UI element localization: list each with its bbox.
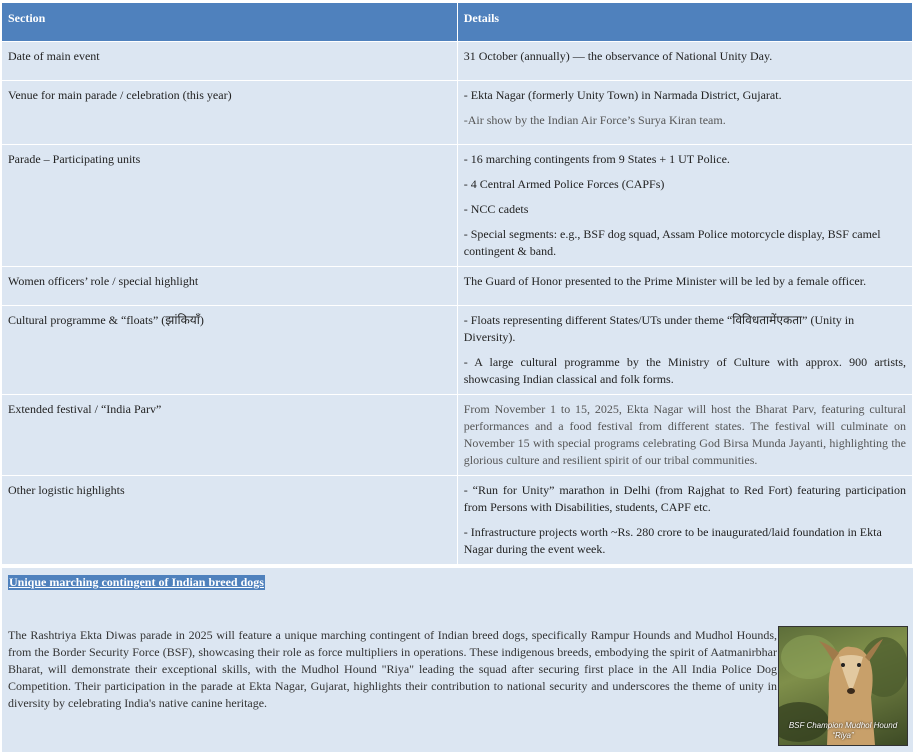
table-row xyxy=(2,476,913,565)
detail-line: - 4 Central Armed Police Forces (CAPFs) xyxy=(463,177,665,191)
table-row xyxy=(2,42,913,81)
detail-line: - Infrastructure projects worth ~Rs. 280 crore to be inaugurated/laid foundation in Ekta Nagar during the event week. xyxy=(463,525,882,556)
row-section-cell: Other logistic highlights xyxy=(2,476,457,565)
detail-line: The Guard of Honor presented to the Prime Minister will be led by a female officer. xyxy=(463,274,867,288)
dogs-section-title: Unique marching contingent of Indian breed dogs xyxy=(9,575,264,589)
info-table xyxy=(2,3,913,564)
row-section-cell: Date of main event xyxy=(2,42,457,81)
detail-line: -Air show by the Indian Air Force’s Surya Kiran team. xyxy=(463,113,726,127)
table-row xyxy=(2,267,913,306)
dogs-section-paragraph: The Rashtriya Ekta Diwas parade in 2025 will feature a unique marching contingent of Indian breed dogs, specifically Rampur Hounds and Mudhol Hounds, from the Border Security Force (BSF), showcasing their role as force multipliers in operations. These indigenous breeds, embodying the spirit of Aatmanirbhar Bharat, will demonstrate their exceptional skills, with the Mudhol Hound "Riya" leading the squad after securing first place in the All India Police Dog Competition. Their participation in the parade at Ekta Nagar, Gujarat, highlights their contribution to national security and underscores the theme of unity in diversity by celebrating India's native canine heritage. xyxy=(8,628,777,710)
table-header-row xyxy=(2,3,913,42)
row-section-cell: Cultural programme & “floats” (झांकियाँ) xyxy=(2,306,457,395)
table-row xyxy=(2,395,913,476)
row-section-cell: Extended festival / “India Parv” xyxy=(2,395,457,476)
row-details-cell xyxy=(457,476,912,565)
detail-line: - NCC cadets xyxy=(463,202,529,216)
row-section-cell: Venue for main parade / celebration (this year) xyxy=(2,81,457,145)
photo-caption xyxy=(779,721,907,741)
detail-line: - Special segments: e.g., BSF dog squad, Assam Police motorcycle display, BSF camel contingent & band. xyxy=(463,227,881,258)
detail-line: - “Run for Unity” marathon in Delhi (from Rajghat to Red Fort) featuring participation from Persons with Disabilities, students, CAPF etc. xyxy=(463,483,906,514)
row-details-cell xyxy=(457,306,912,395)
row-details-cell xyxy=(457,42,912,81)
table-row xyxy=(2,81,913,145)
table-row xyxy=(2,145,913,267)
table-row xyxy=(2,306,913,395)
row-section-cell: Parade – Participating units xyxy=(2,145,457,267)
photo-caption-line2: “Riya” xyxy=(832,731,854,740)
row-details-cell xyxy=(457,145,912,267)
row-details-cell xyxy=(457,395,912,476)
dogs-section xyxy=(2,568,913,752)
row-section-cell: Women officers’ role / special highlight xyxy=(2,267,457,306)
photo-caption-line1: BSF Champion Mudhol Hound xyxy=(788,721,898,730)
mudhol-hound-photo xyxy=(778,626,908,746)
header-section: Section xyxy=(2,3,457,42)
row-details-cell xyxy=(457,267,912,306)
detail-line: From November 1 to 15, 2025, Ekta Nagar will host the Bharat Parv, featuring cultural performances and a food festival from different states. The festival will culminate on November 15 with special programs celebrating God Birsa Munda Jayanti, highlighting the glorious culture and resilient spirit of our tribal communities. xyxy=(463,402,906,467)
detail-line: 31 October (annually) — the observance of National Unity Day. xyxy=(463,49,773,63)
detail-line: - Floats representing different States/UTs under theme “विविधतामेंएकता” (Unity in Diversity). xyxy=(463,313,855,344)
header-details: Details xyxy=(457,3,912,42)
detail-line: - Ekta Nagar (formerly Unity Town) in Narmada District, Gujarat. xyxy=(463,88,782,102)
detail-line: - 16 marching contingents from 9 States + 1 UT Police. xyxy=(463,152,730,166)
row-details-cell xyxy=(457,81,912,145)
detail-line: - A large cultural programme by the Ministry of Culture with approx. 900 artists, showcasing Indian classical and folk forms. xyxy=(463,355,906,386)
